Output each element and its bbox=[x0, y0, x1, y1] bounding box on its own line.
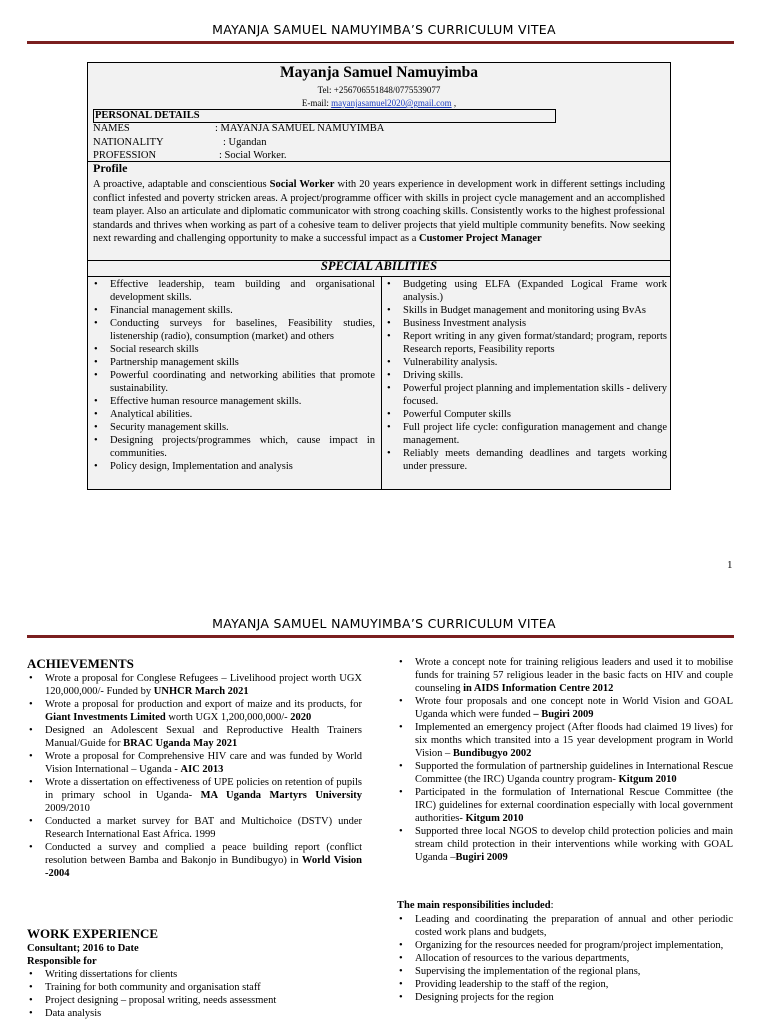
list-item: • Wrote a proposal for production and export of maize and its products, for Giant Investments Limited worth UGX 1,200,000,000/- 2020 bbox=[27, 698, 362, 724]
list-item: • Social research skills bbox=[92, 343, 375, 356]
list-item: • Writing dissertations for clients bbox=[27, 968, 362, 981]
list-item: • Security management skills. bbox=[92, 421, 375, 434]
work-role: Consultant; 2016 to Date bbox=[27, 943, 139, 954]
list-item: • Full project life cycle: configuration management and change management. bbox=[385, 421, 667, 447]
list-item: • Designed an Adolescent Sexual and Reproductive Health Trainers Manual/Guide for BRAC Uganda May 2021 bbox=[27, 724, 362, 750]
profile-heading: Profile bbox=[93, 161, 128, 175]
responsible-for-label: Responsible for bbox=[27, 956, 97, 967]
work-experience-heading: WORK EXPERIENCE bbox=[27, 926, 159, 941]
personal-details-heading: PERSONAL DETAILS bbox=[93, 109, 556, 123]
detail-row-nationality bbox=[93, 136, 267, 149]
list-item: • Wrote a proposal for Comprehensive HIV care and was funded by World Vision International – Uganda - AIC 2013 bbox=[27, 750, 362, 776]
list-item: • Skills in Budget management and monitoring using BvAs bbox=[385, 304, 667, 317]
list-item: • Reliably meets demanding deadlines and targets working under pressure. bbox=[385, 447, 667, 473]
achievements-right-list bbox=[397, 656, 733, 864]
list-item: • Conducted a survey and complied a peace building report (conflict resolution between Bamba and Bakonjo in Bundibugyo) in World Vision -2004 bbox=[27, 841, 362, 880]
achievements-heading: ACHIEVEMENTS bbox=[27, 656, 134, 671]
list-item: • Wrote a dissertation on effectiveness of UPE policies on retention of pupils in primary school in Uganda- MA Uganda Martyrs University 2009/2010 bbox=[27, 776, 362, 815]
list-item: • Leading and coordinating the preparation of annual and other periodic costed work plans and budgets, bbox=[397, 913, 733, 939]
list-item: • Effective human resource management skills. bbox=[92, 395, 375, 408]
header-rule bbox=[27, 41, 734, 44]
list-item: • Financial management skills. bbox=[92, 304, 375, 317]
list-item: • Conducting surveys for baselines, Feasibility studies, listenership (radio), consumption (market) and others bbox=[92, 317, 375, 343]
abilities-right-list bbox=[385, 278, 667, 473]
list-item: • Wrote four proposals and one concept note in World Vision and GOAL Uganda which were funded – Bugiri 2009 bbox=[397, 695, 733, 721]
header-rule bbox=[27, 635, 734, 638]
list-item: • Participated in the formulation of International Rescue Committee (the IRC) guidelines for external coordination especially with local government authorities- Kitgum 2010 bbox=[397, 786, 733, 825]
list-item: • Organizing for the resources needed for program/project implementation, bbox=[397, 939, 733, 952]
list-item: • Policy design, Implementation and analysis bbox=[92, 460, 375, 473]
list-item: • Vulnerability analysis. bbox=[385, 356, 667, 369]
email-label: E-mail: bbox=[301, 98, 329, 108]
list-item: • Training for both community and organisation staff bbox=[27, 981, 362, 994]
detail-label: NATIONALITY bbox=[93, 137, 164, 148]
list-item: • Wrote a proposal for Conglese Refugees – Livelihood project worth UGX 120,000,000/- Funded by UNHCR March 2021 bbox=[27, 672, 362, 698]
list-item: • Supported the formulation of partnership guidelines in International Rescue Committee (the IRC) Uganda country program- Kitgum 2010 bbox=[397, 760, 733, 786]
main-responsibilities-heading: The main responsibilities included: bbox=[397, 900, 554, 911]
page-number: 1 bbox=[727, 559, 733, 571]
detail-label: PROFESSION bbox=[93, 150, 157, 161]
email-link[interactable]: mayanjasamuel2020@gmail.com bbox=[331, 98, 452, 108]
list-item: • Implemented an emergency project (After floods had claimed 19 lives) for six months which transited into a 15 year development program in World Vision – Bundibugyo 2002 bbox=[397, 721, 733, 760]
divider bbox=[88, 276, 670, 277]
page-header: MAYANJA SAMUEL NAMUYIMBA’S CURRICULUM VITEA bbox=[212, 616, 556, 631]
telephone: Tel: +256706551848/0775539077 bbox=[317, 85, 441, 95]
list-item: • Analytical abilities. bbox=[92, 408, 375, 421]
list-item: • Partnership management skills bbox=[92, 356, 375, 369]
list-item: • Budgeting using ELFA (Expanded Logical Frame work analysis.) bbox=[385, 278, 667, 304]
candidate-name: Mayanja Samuel Namuyimba bbox=[279, 64, 479, 81]
divider bbox=[88, 161, 670, 162]
list-item: • Supported three local NGOS to develop child protection policies and main stream child protection in their interventions while working with GOAL Uganda –Bugiri 2009 bbox=[397, 825, 733, 864]
page-header: MAYANJA SAMUEL NAMUYIMBA’S CURRICULUM VITEA bbox=[212, 22, 556, 37]
list-item: • Supervising the implementation of the regional plans, bbox=[397, 965, 733, 978]
list-item: • Designing projects for the region bbox=[397, 991, 733, 1004]
main-responsibilities-list bbox=[397, 913, 733, 1004]
detail-value: : Social Worker. bbox=[219, 150, 287, 161]
email-suffix: , bbox=[451, 98, 457, 108]
work-duties-list bbox=[27, 968, 362, 1020]
list-item: • Driving skills. bbox=[385, 369, 667, 382]
special-abilities-heading: SPECIAL ABILITIES bbox=[320, 259, 438, 273]
column-divider bbox=[381, 277, 382, 490]
list-item: • Conducted a market survey for BAT and Multichoice (DSTV) under Research International East Africa. 1999 bbox=[27, 815, 362, 841]
detail-row-names bbox=[93, 122, 385, 135]
list-item: • Allocation of resources to the various departments, bbox=[397, 952, 733, 965]
detail-value: : MAYANJA SAMUEL NAMUYIMBA bbox=[215, 123, 385, 134]
cv-summary-box bbox=[87, 62, 671, 490]
list-item: • Wrote a concept note for training religious leaders and used it to mobilise funds for training 57 religious leader in the basic facts on HIV and couple counseling in AIDS Information Centre 2012 bbox=[397, 656, 733, 695]
list-item: • Powerful coordinating and networking abilities that promote sustainability. bbox=[92, 369, 375, 395]
achievements-list bbox=[27, 672, 362, 880]
abilities-left-list bbox=[92, 278, 375, 473]
list-item: • Powerful project planning and implementation skills - delivery focused. bbox=[385, 382, 667, 408]
profile-text: A proactive, adaptable and conscientious Social Worker with 20 years experience in development work in different settings including conflict infested and poverty stricken areas. A project/programme officer with skills in project cycle management and an accomplished team player. Also an articulate and diplomatic communicator with strong coaching skills. Consistently works to the highest professional standards and thrives when working as part of a cohesive team to deliver projects that yield multiple community benefits. Now seeking next rewarding and challenging opportunity to make a successful impact as a Customer Project Manager bbox=[93, 179, 666, 244]
list-item: • Report writing in any given format/standard; program, reports Research reports, Feasibility reports bbox=[385, 330, 667, 356]
list-item: • Providing leadership to the staff of the region, bbox=[397, 978, 733, 991]
list-item: • Data analysis bbox=[27, 1007, 362, 1020]
list-item: • Powerful Computer skills bbox=[385, 408, 667, 421]
list-item: • Business Investment analysis bbox=[385, 317, 667, 330]
list-item: • Effective leadership, team building and organisational development skills. bbox=[92, 278, 375, 304]
list-item: • Project designing – proposal writing, needs assessment bbox=[27, 994, 362, 1007]
list-item: • Designing projects/programmes which, cause impact in communities. bbox=[92, 434, 375, 460]
detail-value: : Ugandan bbox=[223, 137, 267, 148]
detail-label: NAMES bbox=[93, 123, 130, 134]
